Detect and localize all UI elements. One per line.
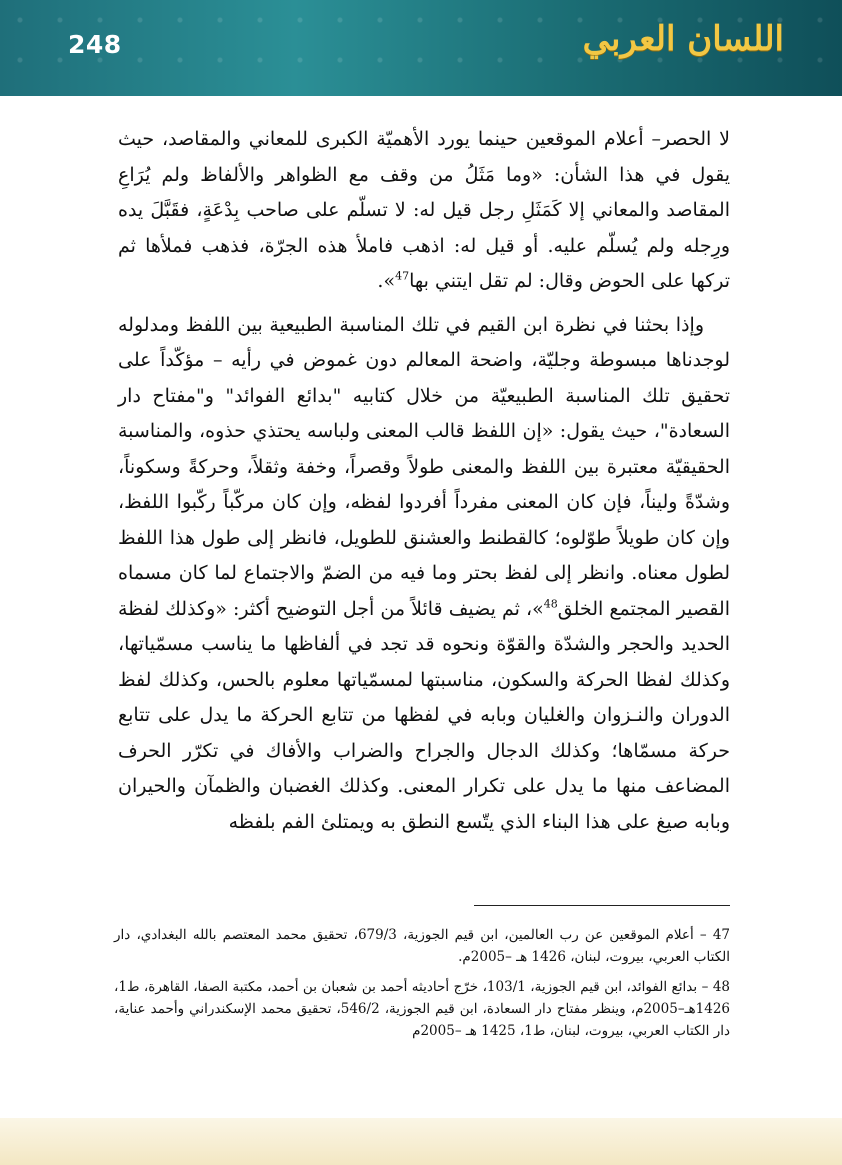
- page-number: 248: [68, 30, 122, 59]
- paragraph-1: [118, 122, 730, 300]
- journal-logo: اللسان العربي: [582, 19, 784, 59]
- page-footer-band: [0, 1118, 842, 1165]
- footnotes: [114, 924, 730, 1050]
- footnote-47: 47 – أعلام الموقعين عن رب العالمين، ابن قيم الجوزية، 679/3، تحقيق محمد المعتصم بالله البغدادي، دار الكتاب العربي، بيروت، لبنان، 1426 هـ –2005م.: [114, 927, 730, 965]
- footnote-divider: [474, 905, 730, 906]
- footnote-ref-47[interactable]: 47: [395, 269, 410, 283]
- page-header: [0, 0, 842, 96]
- article-body: [118, 122, 730, 840]
- paragraph-1-text: لا الحصر– أعلام الموقعين حينما يورد الأهميّة الكبرى للمعاني والمقاصد، حيث يقول في هذا الشأن: «وما مَثَلُ من وقف مع الظواهر والألفاظ ولم يُرَاعِ المقاصد والمعاني إلا كَمَثَلِ رجل قيل له: لا تسلّم على صاحب بِدْعَةٍ، فقَبَّلَ يده ورِجله ولم يُسلّم عليه. أو قيل له: اذهب فاملأ هذه الجرّة، فذهب فملأها ثم تركها على الحوض وقال: لم تقل ايتني بها: [118, 128, 730, 292]
- paragraph-2: [118, 308, 730, 841]
- paragraph-2-end: »، ثم يضيف قائلاً من أجل التوضيح أكثر: «وكذلك لفظة الحديد والحجر والشدّة والقوّة ونحوه قد تجد في ألفاظها ما يناسب مسمّياتها، وكذلك لفظا الحركة والسكون، مناسبتها لمسمّياتها معلوم بالحس، وكذلك لفظ الدوران والنـزوان والغليان وبابه في لفظها من تتابع الحركة ما يدل على تتابع حركة مسمّاها؛ وكذلك الدجال والجراح والضراب والأفاك في تكرّر الحرف المضاعف منها ما يدل على تكرار المعنى. وكذلك الغضبان والظمآن والحيران وبابه صيغ على هذا البناء الذي يتّسع النطق به ويمتلئ الفم بلفظه: [118, 597, 730, 833]
- paragraph-1-end: ».: [377, 270, 396, 292]
- footnote-48: 48 – بدائع الفوائد، ابن قيم الجوزية، 103/1، خرّج أحاديثه أحمد بن شعبان بن أحمد، مكتبة الصفا، القاهرة، ط1، 1426هـ–2005م، وينظر مفتاح دار السعادة، ابن قيم الجوزية، 546/2، تحقيق محمد الإسكندراني وأحمد عناية، دار الكتاب العربي، بيروت، لبنان، ط1، 1425 هـ –2005م: [114, 979, 730, 1039]
- paragraph-2-text: وإذا بحثنا في نظرة ابن القيم في تلك المناسبة الطبيعية بين اللفظ ومدلوله لوجدناها مبسوطة وجليّة، واضحة المعالم دون غموض في رأيه – مؤكّداً على تحقيق تلك المناسبة الطبيعيّة من خلال كتابيه "بدائع الفوائد" و"مفتاح دار السعادة"، حيث يقول: «إن اللفظ قالب المعنى ولباسه يحتذي حذوه، والمناسبة الحقيقيّة معتبرة بين اللفظ والمعنى طولاً وقصراً، وخفة وثقلاً، وحركةً وسكوناً، وشدّةً وليناً، فإن كان المعنى مفرداً أفردوا لفظه، وإن كان مركّباً ركّبوا اللفظ، وإن كان طويلاً طوّلوه؛ كالقطنط والعشنق للطويل، فانظر إلى طول هذا اللفظ لطول معناه. وانظر إلى لفظ بحتر وما فيه من الضمّ والاجتماع لما كان مسماه القصير المجتمع الخلق: [118, 313, 730, 620]
- footnote-ref-48[interactable]: 48: [543, 597, 558, 611]
